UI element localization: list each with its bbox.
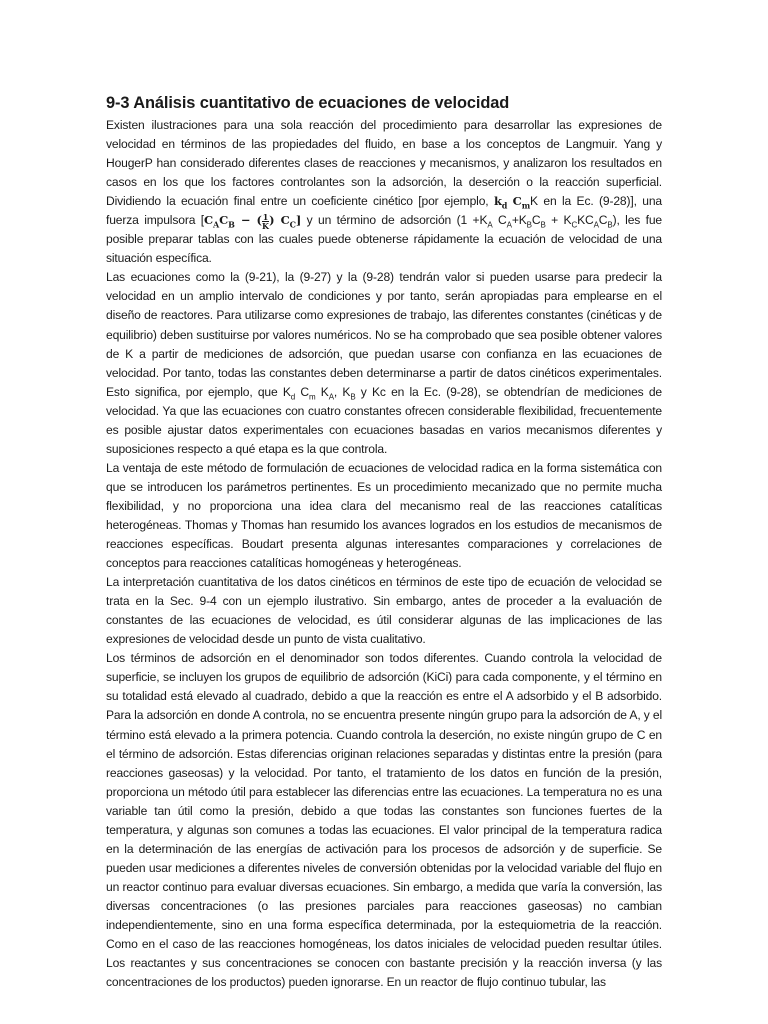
p1-text-g: + K <box>545 213 572 228</box>
p1-text-i: C <box>598 213 608 228</box>
p1-sub-7: B <box>607 220 613 230</box>
p1-sub-4: B <box>540 220 546 230</box>
p2-text-d: , K <box>333 384 351 399</box>
p1-sub-5: C <box>571 220 578 230</box>
p2-sub-3: A <box>328 392 334 402</box>
paragraph-2 <box>106 268 662 458</box>
math-cm-sub: m <box>521 200 531 211</box>
math-close-paren: ) <box>269 213 281 228</box>
p1-text-f: C <box>531 213 541 228</box>
p1-text-c: y un término de adsorción (1 +K <box>301 213 488 228</box>
p2-text-e: y Kc en la Ec. (9-28), se obtendrían de mediciones de velocidad. Ya que las ecuaciones con cuatro constantes ofrecen considerable flexibilidad, frecuentemente es posible ajustar datos experimentales con ecuaciones basadas en varios mecanismos diferentes y suposiciones respecto a qué etapa es la que controla. <box>106 384 663 456</box>
p1-sub-3: B <box>526 220 532 230</box>
p2-text-b: C <box>295 384 309 399</box>
p1-text-e: +K <box>511 213 527 228</box>
p1-text-d: C <box>492 213 507 228</box>
paragraph-3: La ventaja de este método de formulación de ecuaciones de velocidad radica en la forma sistemática con que se introducen los parámetros pertinentes. Es un procedimiento mecanizado que no permite mucha flexibilidad, y no proporciona una idea clara del mecanismo real de las reacciones catalíticas heterogéneas. Thomas y Thomas han resumido los avances logrados en los estudios de mecanismos de reacciones específicas. Boudart presenta algunas interesantes comparaciones y correlaciones de conceptos para reacciones catalíticas homogéneas y heterogéneas. <box>106 460 662 571</box>
math-kd-sub: d <box>501 200 508 211</box>
math-cm <box>512 194 531 211</box>
p2-sub-1: d <box>290 392 296 402</box>
math-cc: C <box>280 213 290 228</box>
p1-sub-6: A <box>593 220 599 230</box>
p1-text-h: KC <box>577 213 594 228</box>
p2-text-a: Las ecuaciones como la (9-21), la (9-27) y la (9-28) tendrán valor si pueden usarse para predecir la velocidad en un amplio intervalo de condiciones y por tanto, serán apropiadas para emplearse en el diseño de reactores. Para utilizarse como expresiones de trabajo, las diferentes constantes (cinéticas y de equilibrio) deben sustituirse por valores numéricos. No se ha comprobado que sea posible obtener valores de K a partir de mediciones de adsorción, que puedan usarse con confianza en las ecuaciones de velocidad. Por tanto, todas las constantes deben determinarse a partir de datos cinéticos experimentales. Esto significa, por ejemplo, que K <box>106 270 662 399</box>
math-cb: C <box>219 213 229 228</box>
p1-text-a: Existen ilustraciones para una sola reacción del procedimiento para desarrollar las expresiones de velocidad en términos de las propiedades del fluido, en base a los conceptos de Langmuir. Yang y HougerP han considerado diferentes clases de reacciones y mecanismos, y analizaron los resultados en casos en los que los factores controlantes son la adsorción, la deserción o la reacción superficial. Dividiendo la ecuación final entre un coeficiente cinético [por ejemplo, <box>106 118 662 209</box>
p1-sub-1: A <box>487 220 493 230</box>
paragraph-4: La interpretación cuantitativa de los datos cinéticos en términos de este tipo de ecuación de velocidad se trata en la Sec. 9-4 con un ejemplo ilustrativo. Sin embargo, antes de proceder a la evaluación de constantes de las ecuaciones de velocidad, es útil considerar algunas de las implicaciones de las expresiones de velocidad desde un punto de vista cualitativo. <box>106 575 662 647</box>
p2-text-c: K <box>315 384 329 399</box>
math-cc-sub: C <box>289 219 296 230</box>
math-driving-force <box>203 211 302 231</box>
math-ca: C <box>203 213 213 228</box>
p2-sub-2: m <box>308 392 316 402</box>
p1-text-j: ), les fue posible preparar tablas con las cuales puede obtenerse rápidamente la ecuación de velocidad de una situación específica. <box>106 213 663 266</box>
math-bracket: ] <box>295 213 302 228</box>
paragraph-5: Los términos de adsorción en el denominador son todos diferentes. Cuando controla la velocidad de superficie, se incluyen los grupos de equilibrio de adsorción (KiCi) para cada componente, y el término en su totalidad está elevado al cuadrado, debido a que la reacción es entre el A adsorbido y el B adsorbido. Para la adsorción en donde A controla, no se encuentra presente ningún grupo para la adsorción de A, y el término está elevado a la primera potencia. Cuando controla la deserción, no existe ningún grupo de C en el término de adsorción. Estas diferencias originan relaciones separadas y distintas entre la presión (para reacciones gaseosas) y la velocidad. Por tanto, el tratamiento de los datos en función de la presión, proporciona un método útil para establecer las diferencias entre las ecuaciones. La temperatura no es una variable tan útil como la presión, debido a que todas las constantes son funciones fuertes de la temperatura, y algunas son comunes a todas las ecuaciones. El valor principal de la temperatura radica en la determinación de las energías de activación para los procesos de adsorción y de superficie. Se pueden usar mediciones a diferentes niveles de conversión obtenidas por la velocidad variable del flujo en un reactor continuo para evaluar diversas ecuaciones. Sin embargo, a medida que varía la conversión, las diversas concentraciones (o las presiones parciales para reacciones gaseosas) no cambian independientemente, sino en una forma específica determinada, por la estequiometria de la reacción. Como en el caso de las reacciones homogéneas, los datos iniciales de velocidad pueden resultar útiles. Los reactantes y sus concentraciones se conocen con bastante precisión y la reacción inversa (y las concentraciones de los productos) pueden ignorarse. En un reactor de flujo continuo tubular, las <box>106 651 662 990</box>
math-frac-num: 1 <box>262 211 269 222</box>
math-frac-den: K <box>262 220 269 231</box>
p2-sub-4: B <box>350 392 356 402</box>
section-title: 9-3 Análisis cuantitativo de ecuaciones de velocidad <box>106 94 510 112</box>
math-ca-sub: A <box>213 219 220 230</box>
math-minus: − ( <box>234 213 262 228</box>
math-kd-base: k <box>493 194 502 209</box>
math-kd <box>493 194 508 211</box>
document-page <box>106 92 662 992</box>
math-cm-base: C <box>512 194 522 209</box>
p1-text-b: K en la Ec. (9-28)], una fuerza impulsora [ <box>106 194 662 228</box>
p1-sub-2: A <box>506 220 512 230</box>
paragraph-1 <box>106 116 662 268</box>
math-cb-sub: B <box>228 219 235 230</box>
